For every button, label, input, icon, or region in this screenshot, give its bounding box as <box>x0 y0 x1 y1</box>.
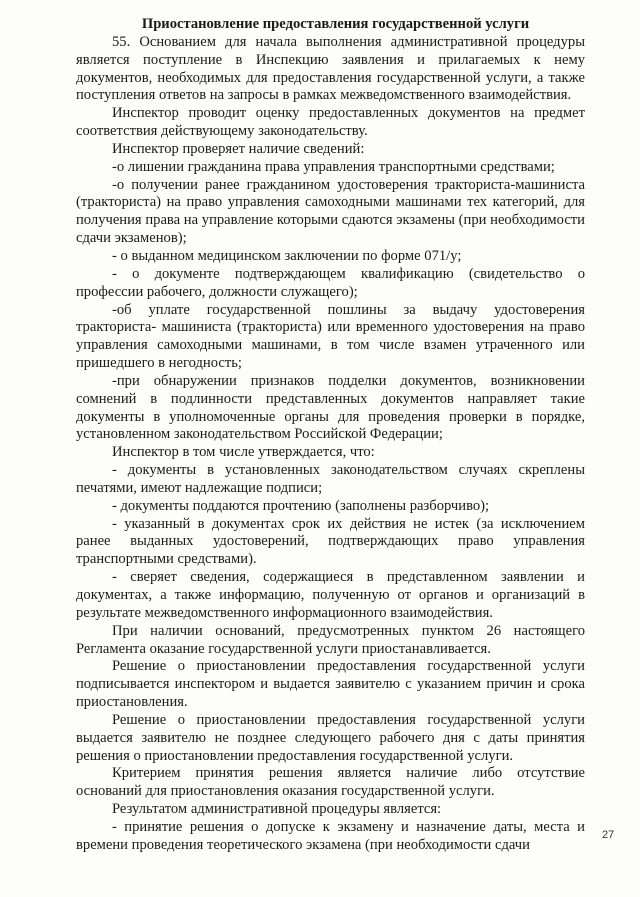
list-item: -при обнаружении признаков подделки документов, возникновении сомнений в подлинности представленных документов направляет такие документы в уполномоченные органы для проведения проверки в порядке, установленном законодательством Российской Федерации; <box>76 372 585 443</box>
paragraph-result-intro: Результатом административной процедуры является: <box>112 801 442 818</box>
list-item: -об уплате государственной пошлины за выдачу удостоверения тракториста- машиниста (тракториста) или временного удостоверения на право управления самоходными машинами, в том числе взамен утраченного или пришедшего в негодность; <box>76 301 585 372</box>
paragraph-decision-issued: Решение о приостановлении предоставления государственной услуги выдается заявителю не позднее следующего рабочего дня с даты принятия решения о приостановлении предоставления государственной услуги. <box>76 711 585 764</box>
document-body <box>76 16 585 855</box>
paragraph-55: 55. Основанием для начала выполнения административной процедуры является поступление в Инспекцию заявления и прилагаемых к нему документов, необходимых для предоставления государственной услуги, а также поступления ответов на запросы в рамках межведомственного взаимодействия. <box>76 33 585 104</box>
paragraph-criterion: Критерием принятия решения является наличие либо отсутствие оснований для приостановления оказания государственной услуги. <box>76 765 585 800</box>
section-title: Приостановление предоставления государственной услуги <box>141 16 530 32</box>
list-item: - принятие решения о допуске к экзамену и назначение даты, места и времени проведения теоретического экзамена (при необходимости сдачи <box>76 818 585 853</box>
paragraph-decision-signed: Решение о приостановлении предоставления государственной услуги подписывается инспектором и выдается заявителю с указанием причин и срока приостановления. <box>76 658 585 711</box>
list-item: - о выданном медицинском заключении по форме 071/у; <box>112 247 462 264</box>
list-item: - сверяет сведения, содержащиеся в представленном заявлении и документах, а также информацию, полученную от органов и организаций в результате межведомственного информационного взаимодействия. <box>76 569 585 621</box>
paragraph-checks-intro: Инспектор проверяет наличие сведений: <box>112 140 365 157</box>
list-item: - документы в установленных законодательством случаях скреплены печатями, имеют надлежащие подписи; <box>76 462 585 496</box>
list-item: - указанный в документах срок их действия не истек (за исключением ранее выданных удостоверений, подтверждающих право управления транспортными средствами). <box>76 515 585 568</box>
list-item: - о документе подтверждающем квалификацию (свидетельство о профессии рабочего, должности служащего); <box>76 265 585 300</box>
paragraph-verification-intro: Инспектор в том числе утверждается, что: <box>112 444 375 461</box>
paragraph-suspension-grounds: При наличии оснований, предусмотренных пунктом 26 настоящего Регламента оказание государственной услуги приостанавливается. <box>76 622 585 657</box>
paragraph-assessment: Инспектор проводит оценку предоставленных документов на предмет соответствия действующему законодательству. <box>76 105 585 140</box>
list-item: -о получении ранее гражданином удостоверения тракториста-машиниста (тракториста) на право управления самоходными машинами тех категорий, для получения права на управление которыми сдаются экзамены (при необходимости сдачи экзаменов); <box>76 176 585 247</box>
page-number: 27 <box>602 829 615 841</box>
list-item: -о лишении гражданина права управления транспортными средствами; <box>112 158 555 175</box>
list-item: - документы поддаются прочтению (заполнены разборчиво); <box>112 497 490 514</box>
